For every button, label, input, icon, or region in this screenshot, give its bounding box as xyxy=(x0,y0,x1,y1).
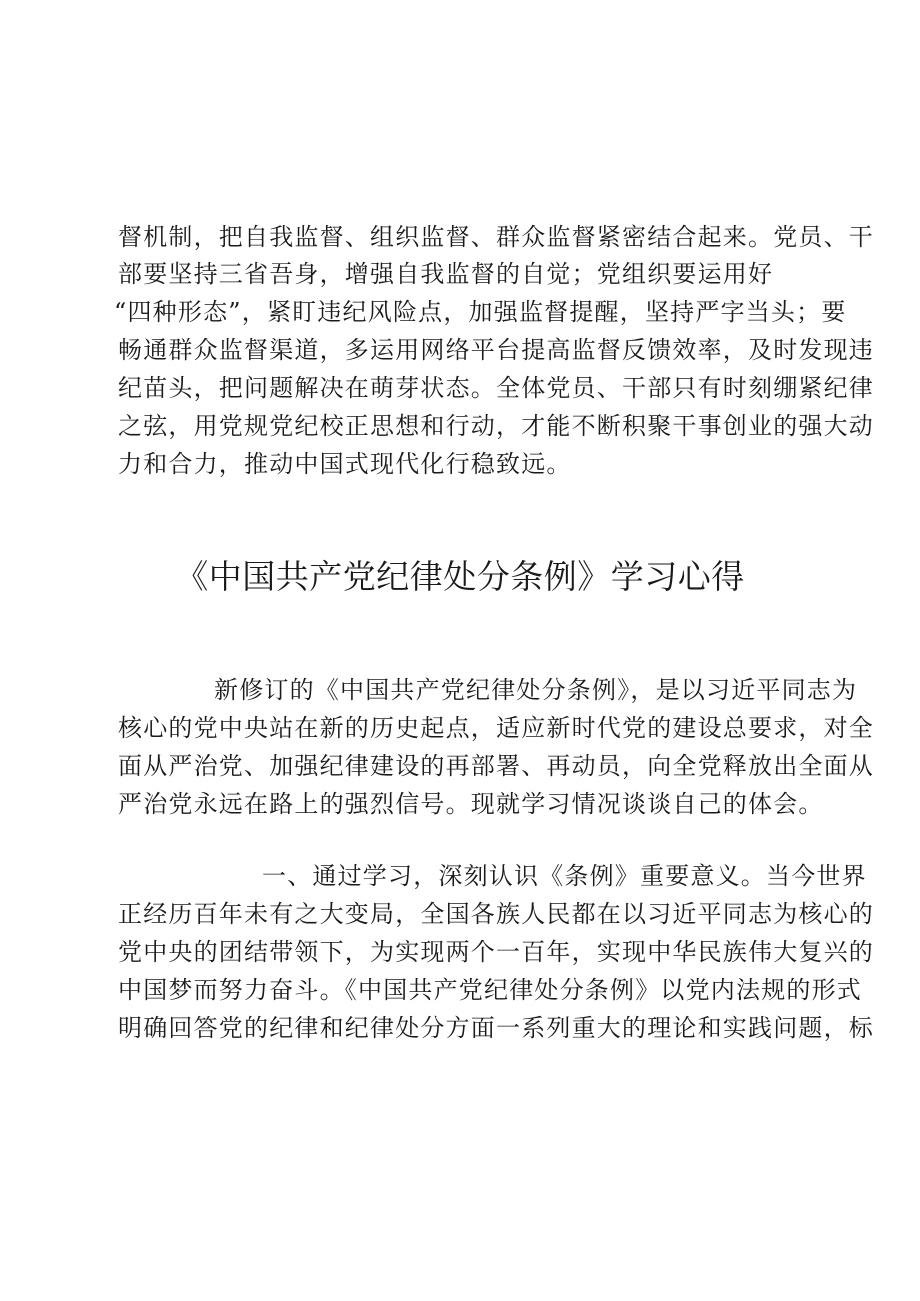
paragraph-line: 一、通过学习，深刻认识《条例》重要意义。当今世界 xyxy=(262,862,867,890)
paragraph-line: 严治党永远在路上的强烈信号。现就学习情况谈谈自己的体会。 xyxy=(118,790,824,818)
paragraph-line: 明确回答党的纪律和纪律处分方面一系列重大的理论和实践问题，标 xyxy=(118,1014,874,1042)
paragraph-line: 畅通群众监督渠道，多运用网络平台提高监督反馈效率，及时发现违 xyxy=(118,336,874,364)
paragraph-line: 督机制，把自我监督、组织监督、群众监督紧密结合起来。党员、干 xyxy=(118,223,874,251)
paragraph-line: 新修订的《中国共产党纪律处分条例》，是以习近平同志为 xyxy=(214,676,858,704)
paragraph-line: “四种形态”，紧盯违纪风险点，加强监督提醒，坚持严字当头；要 xyxy=(114,298,847,326)
paragraph-line: 核心的党中央站在新的历史起点，适应新时代党的建设总要求，对全 xyxy=(118,714,874,742)
document-title: 《中国共产党纪律处分条例》学习心得 xyxy=(175,557,745,596)
paragraph-line: 党中央的团结带领下，为实现两个一百年，实现中华民族伟大复兴的 xyxy=(118,938,874,966)
paragraph-line: 中国梦而努力奋斗。《中国共产党纪律处分条例》以党内法规的形式 xyxy=(118,976,862,1004)
paragraph-line: 之弦，用党规党纪校正思想和行动，才能不断积聚干事创业的强大动 xyxy=(118,412,874,440)
paragraph-line: 力和合力，推动中国式现代化行稳致远。 xyxy=(118,450,572,478)
paragraph-line: 面从严治党、加强纪律建设的再部署、再动员，向全党释放出全面从 xyxy=(118,752,874,780)
paragraph-line: 部要坚持三省吾身，增强自我监督的自觉；党组织要运用好 xyxy=(118,260,774,288)
paragraph-line: 正经历百年未有之大变局，全国各族人民都在以习近平同志为核心的 xyxy=(118,900,874,928)
paragraph-line: 纪苗头，把问题解决在萌芽状态。全体党员、干部只有时刻绷紧纪律 xyxy=(118,374,874,402)
